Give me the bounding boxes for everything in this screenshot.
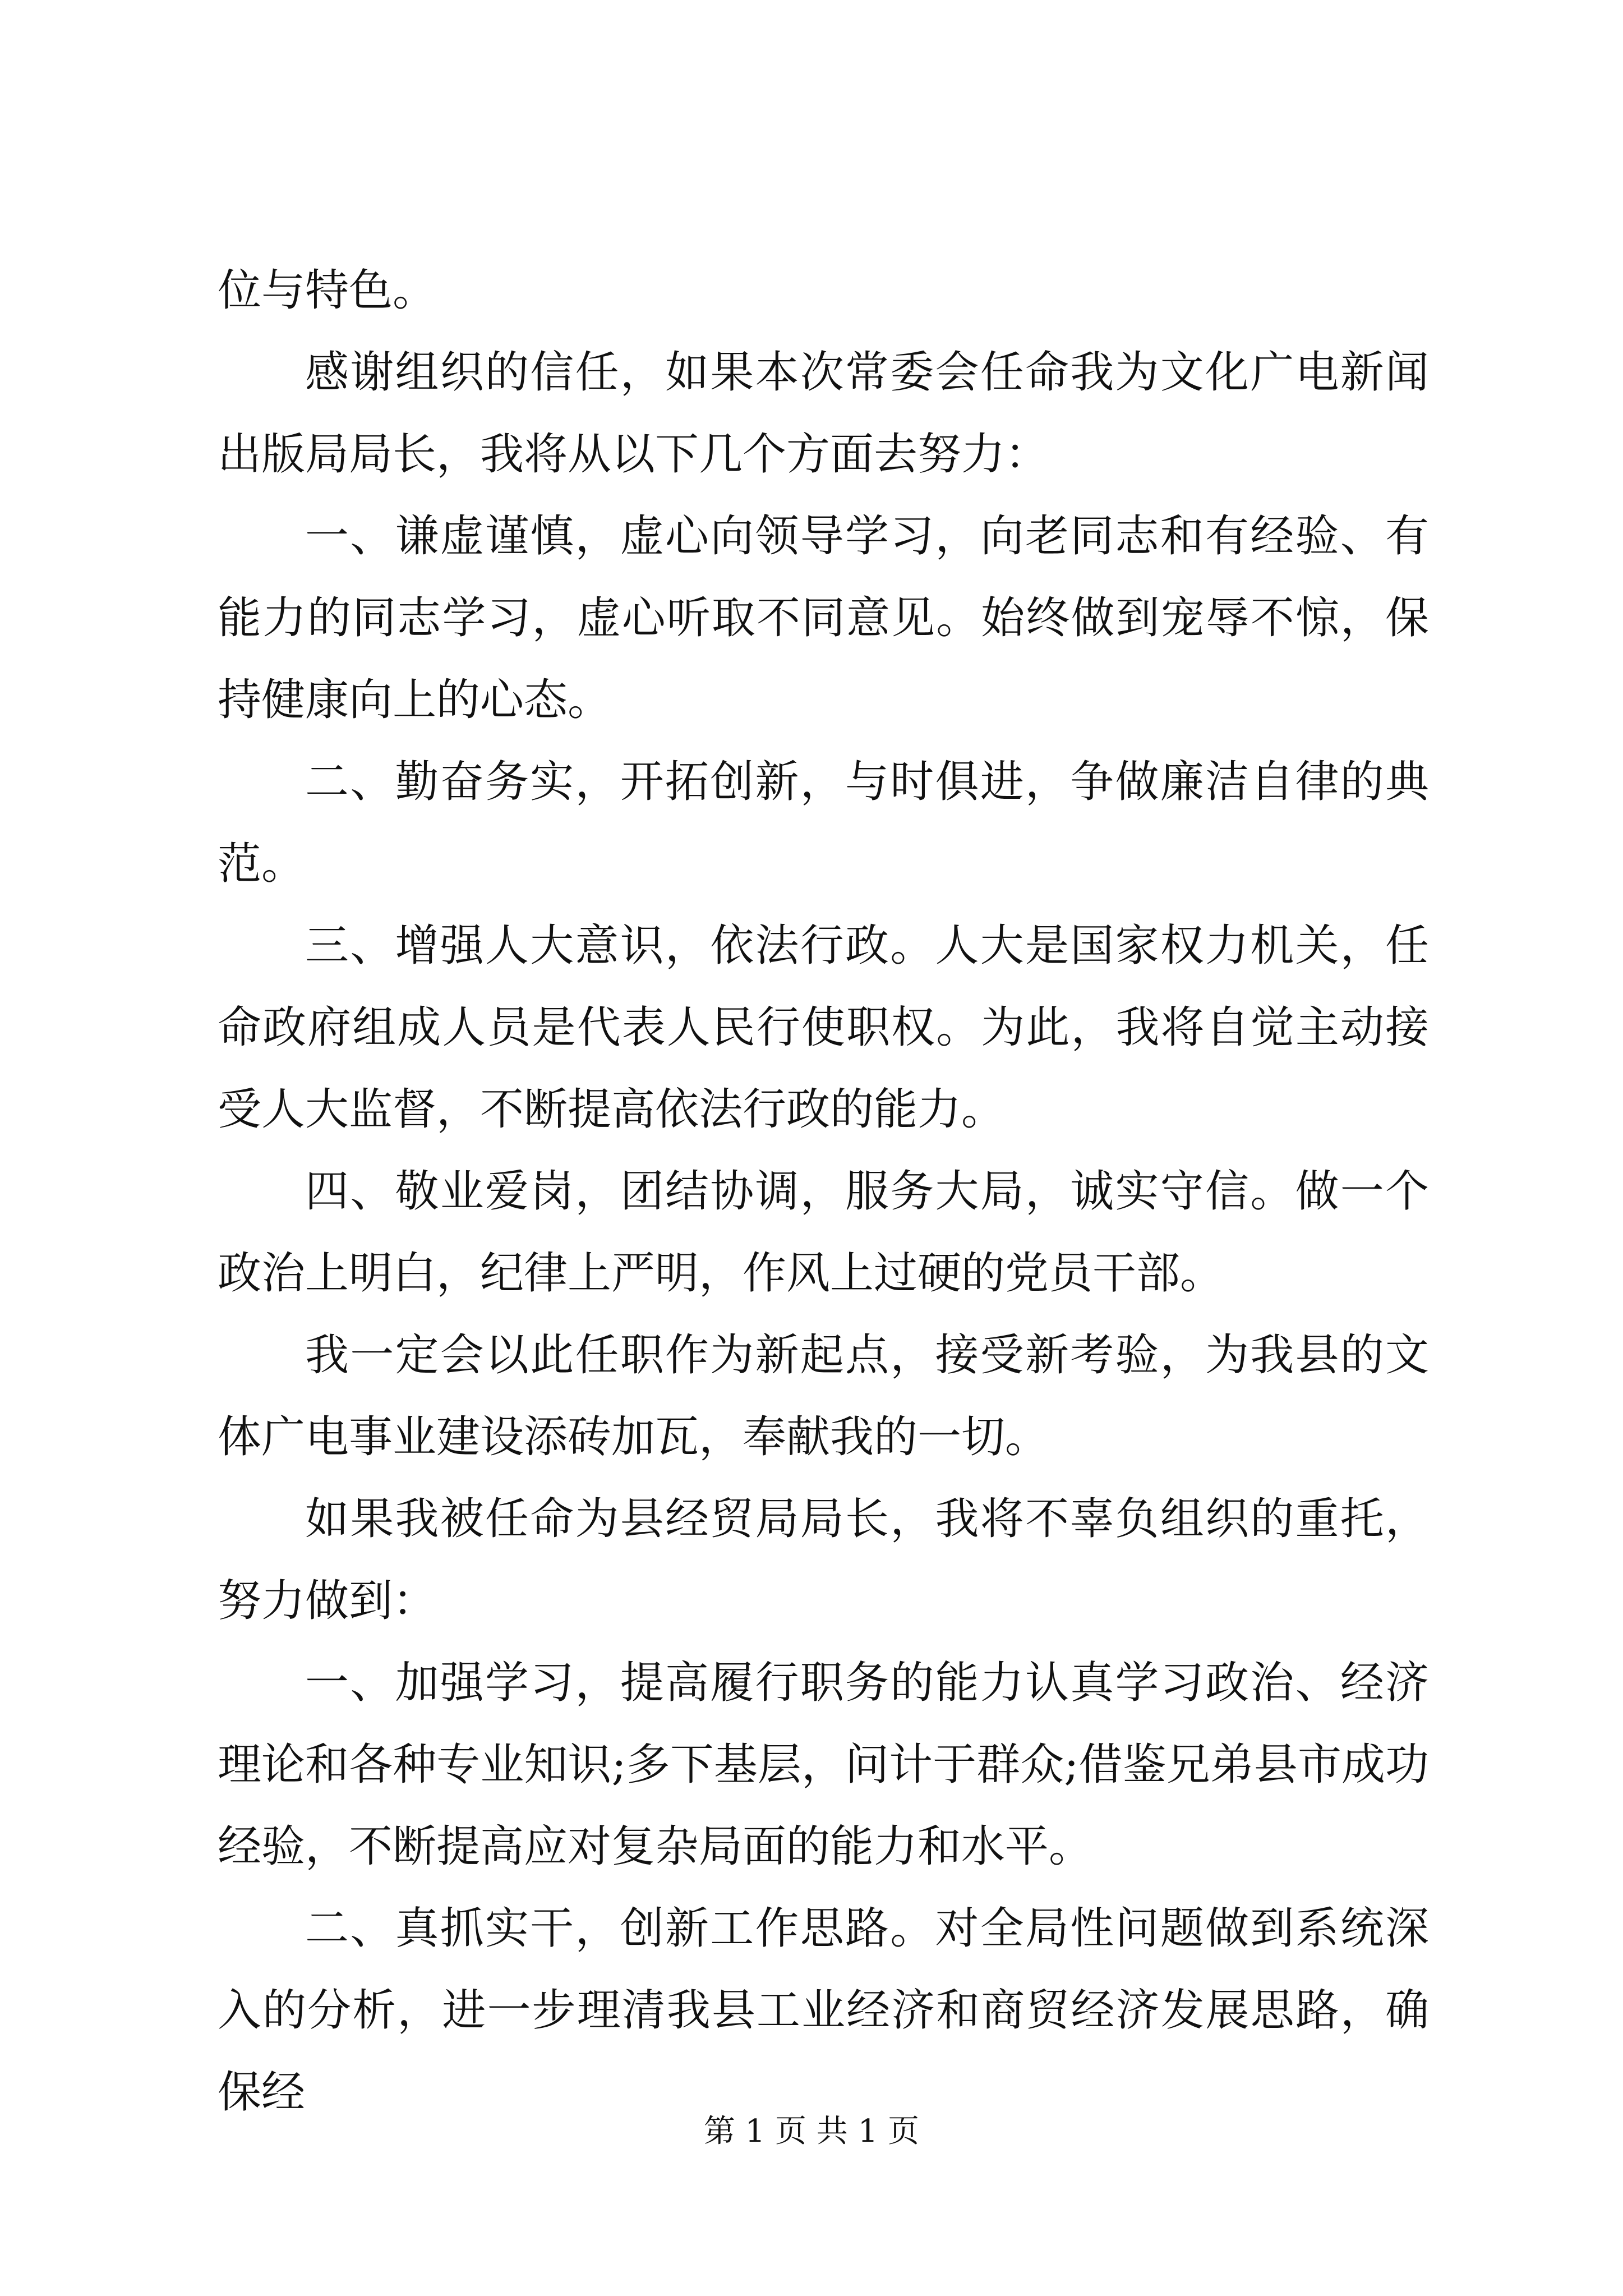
paragraph: 如果我被任命为县经贸局局长，我将不辜负组织的重托，努力做到： xyxy=(218,1494,1429,1626)
paragraph: 一、加强学习，提高履行职务的能力认真学习政治、经济理论和各种专业知识;多下基层，问计于群众;借鉴兄弟县市成功经验，不断提高应对复杂局面的能力和水平。 xyxy=(218,1658,1429,1872)
paragraph: 二、真抓实干，创新工作思路。对全局性问题做到系统深入的分析，进一步理清我县工业经济和商贸经济发展思路，确保经 xyxy=(218,1903,1429,2118)
paragraph: 二、勤奋务实，开拓创新，与时俱进，争做廉洁自律的典范。 xyxy=(218,757,1429,889)
paragraph: 我一定会以此任职作为新起点，接受新考验，为我县的文体广电事业建设添砖加瓦，奉献我的一切。 xyxy=(218,1330,1429,1462)
paragraph: 三、增强人大意识，依法行政。人大是国家权力机关，任命政府组成人员是代表人民行使职权。为此，我将自觉主动接受人大监督，不断提高依法行政的能力。 xyxy=(218,921,1429,1135)
paragraph: 位与特色。 xyxy=(218,265,437,316)
document-body xyxy=(218,250,1429,2133)
paragraph: 一、谦虚谨慎，虚心向领导学习，向老同志和有经验、有能力的同志学习，虚心听取不同意见。始终做到宠辱不惊，保持健康向上的心态。 xyxy=(218,511,1429,725)
paragraph: 四、敬业爱岗，团结协调，服务大局，诚实守信。做一个政治上明白，纪律上严明，作风上过硬的党员干部。 xyxy=(218,1166,1429,1299)
page-footer: 第 1 页 共 1 页 xyxy=(703,2113,920,2150)
paragraph: 感谢组织的信任，如果本次常委会任命我为文化广电新闻出版局局长，我将从以下几个方面去努力： xyxy=(218,347,1429,480)
